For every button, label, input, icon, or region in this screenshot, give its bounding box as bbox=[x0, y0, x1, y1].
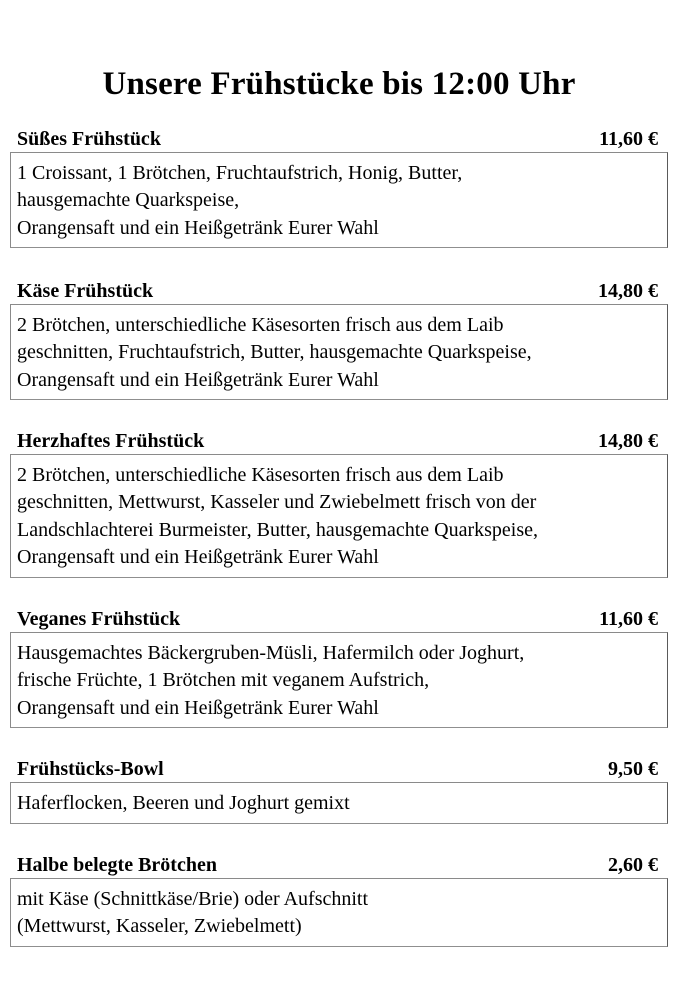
menu-item-suesses-fruehstueck bbox=[10, 126, 668, 248]
description-line: mit Käse (Schnittkäse/Brie) oder Aufschnitt bbox=[17, 888, 369, 910]
description-line: geschnitten, Mettwurst, Kasseler und Zwiebelmett frisch von der bbox=[17, 491, 537, 514]
description-line: 1 Croissant, 1 Brötchen, Fruchtaufstrich, Honig, Butter, bbox=[17, 162, 463, 184]
menu-item-name: Halbe belegte Brötchen bbox=[17, 854, 217, 876]
description-line: Orangensaft und ein Heißgetränk Eurer Wahl bbox=[17, 696, 379, 719]
menu-item-header bbox=[10, 756, 668, 782]
menu-item-description-box bbox=[10, 152, 668, 248]
menu-item-name: Herzhaftes Frühstück bbox=[17, 430, 205, 452]
menu-item-fruehstuecks-bowl bbox=[10, 756, 668, 824]
menu-item-price: 14,80 € bbox=[598, 430, 658, 452]
menu-item-herzhaftes-fruehstueck bbox=[10, 428, 668, 578]
menu-item-name: Veganes Frühstück bbox=[17, 608, 181, 630]
description-line: Orangensaft und ein Heißgetränk Eurer Wahl bbox=[17, 545, 379, 568]
menu-item-halbe-belegte-broetchen bbox=[10, 852, 668, 947]
description-line: (Mettwurst, Kasseler, Zwiebelmett) bbox=[17, 915, 302, 938]
menu-item-description-box bbox=[10, 878, 668, 947]
menu-item-name: Frühstücks-Bowl bbox=[17, 758, 164, 780]
description-line: Haferflocken, Beeren und Joghurt gemixt bbox=[17, 792, 350, 814]
menu-item-header bbox=[10, 852, 668, 878]
menu-item-header bbox=[10, 278, 668, 304]
description-line: Orangensaft und ein Heißgetränk Eurer Wahl bbox=[17, 368, 379, 391]
menu-item-description-box bbox=[10, 782, 668, 824]
description-line: hausgemachte Quarkspeise, bbox=[17, 189, 240, 212]
menu-item-veganes-fruehstueck bbox=[10, 606, 668, 728]
description-line: Landschlachterei Burmeister, Butter, hausgemachte Quarkspeise, bbox=[17, 518, 538, 541]
menu-item-description-box bbox=[10, 454, 668, 578]
menu-item-kaese-fruehstueck bbox=[10, 278, 668, 400]
menu-item-name: Käse Frühstück bbox=[17, 280, 154, 302]
menu-item-header bbox=[10, 126, 668, 152]
description-line: frische Früchte, 1 Brötchen mit veganem Aufstrich, bbox=[17, 669, 430, 692]
description-line: Orangensaft und ein Heißgetränk Eurer Wahl bbox=[17, 216, 379, 239]
menu-item-description-box bbox=[10, 632, 668, 728]
menu-item-header bbox=[10, 428, 668, 454]
menu-item-description-box bbox=[10, 304, 668, 400]
menu-item-price: 9,50 € bbox=[608, 758, 658, 780]
description-line: 2 Brötchen, unterschiedliche Käsesorten frisch aus dem Laib bbox=[17, 464, 504, 486]
description-line: geschnitten, Fruchtaufstrich, Butter, hausgemachte Quarkspeise, bbox=[17, 341, 532, 364]
page-title: Unsere Frühstücke bis 12:00 Uhr bbox=[102, 66, 576, 103]
menu-item-price: 11,60 € bbox=[599, 608, 658, 630]
menu-item-price: 14,80 € bbox=[598, 280, 658, 302]
menu-item-price: 11,60 € bbox=[599, 128, 658, 150]
description-line: Hausgemachtes Bäckergruben-Müsli, Hafermilch oder Joghurt, bbox=[17, 642, 525, 664]
menu-item-price: 2,60 € bbox=[608, 854, 658, 876]
menu-item-header bbox=[10, 606, 668, 632]
description-line: 2 Brötchen, unterschiedliche Käsesorten frisch aus dem Laib bbox=[17, 314, 504, 336]
menu-item-name: Süßes Frühstück bbox=[17, 128, 161, 150]
